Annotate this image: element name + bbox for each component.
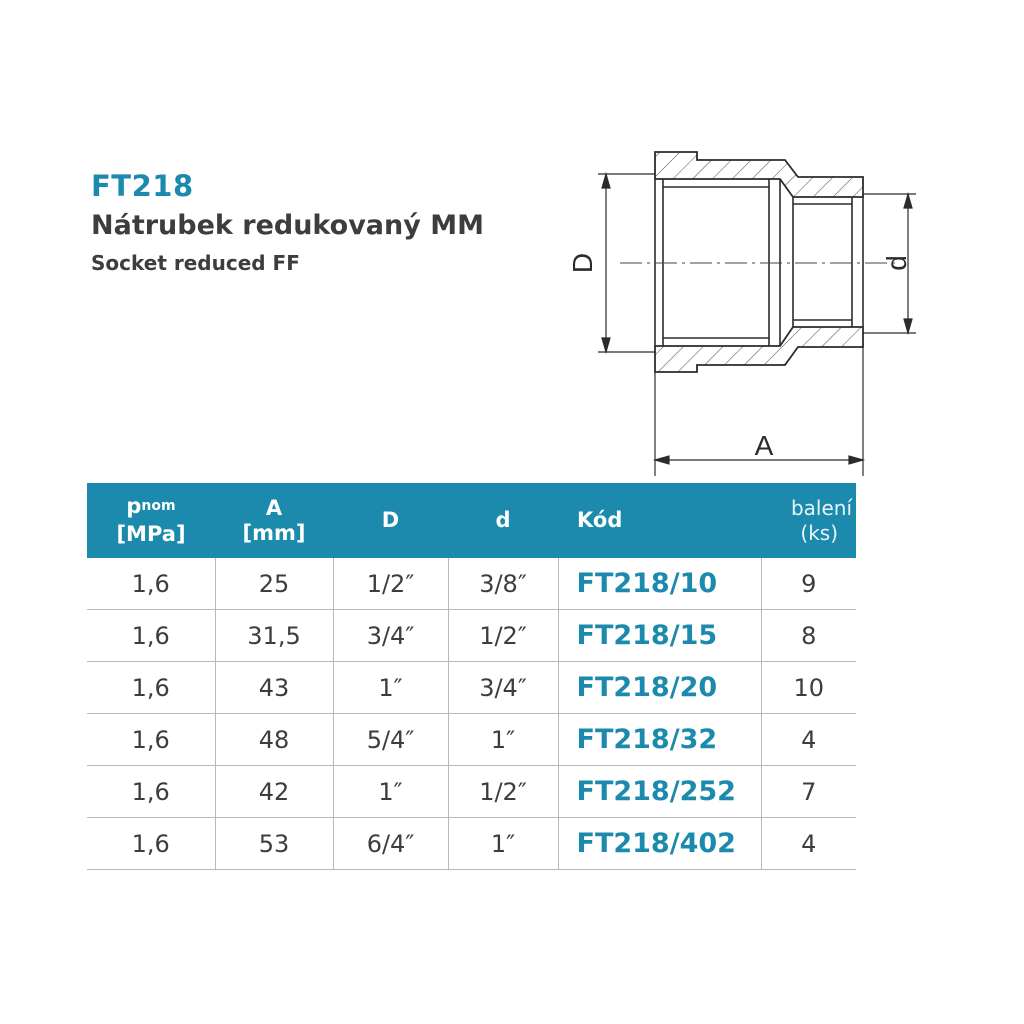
table-row: [87, 818, 856, 870]
header-pnom: $p_{nom}$ [MPa]: [87, 483, 215, 558]
cell-kod: FT218/402: [558, 818, 761, 870]
cell-a: 53: [215, 818, 333, 870]
cell-kod: FT218/10: [558, 558, 761, 610]
cell-pnom: 1,6: [87, 610, 215, 662]
product-name-cz: Nátrubek redukovaný MM: [91, 210, 484, 241]
cell-d-small: 1″: [448, 818, 558, 870]
cell-baleni: 8: [761, 610, 856, 662]
header-baleni: balení (ks): [761, 483, 856, 558]
cell-baleni: 4: [761, 714, 856, 766]
header-d-small: d: [448, 483, 558, 558]
table-header-row: [87, 483, 856, 558]
bottom-wall-section: [655, 327, 863, 372]
dimension-label-D: D: [567, 252, 598, 274]
table-row: [87, 558, 856, 610]
header-kod: Kód: [558, 483, 761, 558]
cell-pnom: 1,6: [87, 558, 215, 610]
cell-d-small: 1″: [448, 714, 558, 766]
cell-baleni: 4: [761, 818, 856, 870]
cell-a: 48: [215, 714, 333, 766]
top-wall-section: [655, 152, 863, 197]
cell-d-big: 3/4″: [333, 610, 448, 662]
cell-baleni: 7: [761, 766, 856, 818]
cell-d-small: 3/4″: [448, 662, 558, 714]
cell-a: 25: [215, 558, 333, 610]
cell-baleni: 10: [761, 662, 856, 714]
cell-a: 43: [215, 662, 333, 714]
cell-pnom: 1,6: [87, 714, 215, 766]
spec-table: [87, 483, 856, 870]
header-d-big: D: [333, 483, 448, 558]
table-row: [87, 610, 856, 662]
dimension-label-A: A: [754, 430, 774, 461]
cell-baleni: 9: [761, 558, 856, 610]
cell-kod: FT218/252: [558, 766, 761, 818]
cell-d-big: 6/4″: [333, 818, 448, 870]
cell-kod: FT218/32: [558, 714, 761, 766]
product-code: FT218: [91, 169, 194, 203]
table-row: [87, 766, 856, 818]
cell-pnom: 1,6: [87, 766, 215, 818]
cell-pnom: 1,6: [87, 662, 215, 714]
cell-d-big: 1″: [333, 662, 448, 714]
cell-a: 31,5: [215, 610, 333, 662]
table-body: [87, 558, 856, 870]
product-name-en: Socket reduced FF: [91, 251, 300, 275]
cell-d-small: 1/2″: [448, 610, 558, 662]
cell-pnom: 1,6: [87, 818, 215, 870]
cell-d-big: 1/2″: [333, 558, 448, 610]
table-row: [87, 714, 856, 766]
table-row: [87, 662, 856, 714]
cell-d-big: 1″: [333, 766, 448, 818]
dimension-label-d: d: [881, 255, 912, 271]
cell-kod: FT218/15: [558, 610, 761, 662]
header-a: A [mm]: [215, 483, 333, 558]
cell-a: 42: [215, 766, 333, 818]
cell-d-small: 1/2″: [448, 766, 558, 818]
cell-d-small: 3/8″: [448, 558, 558, 610]
cell-d-big: 5/4″: [333, 714, 448, 766]
technical-drawing: [0, 0, 1024, 480]
cell-kod: FT218/20: [558, 662, 761, 714]
